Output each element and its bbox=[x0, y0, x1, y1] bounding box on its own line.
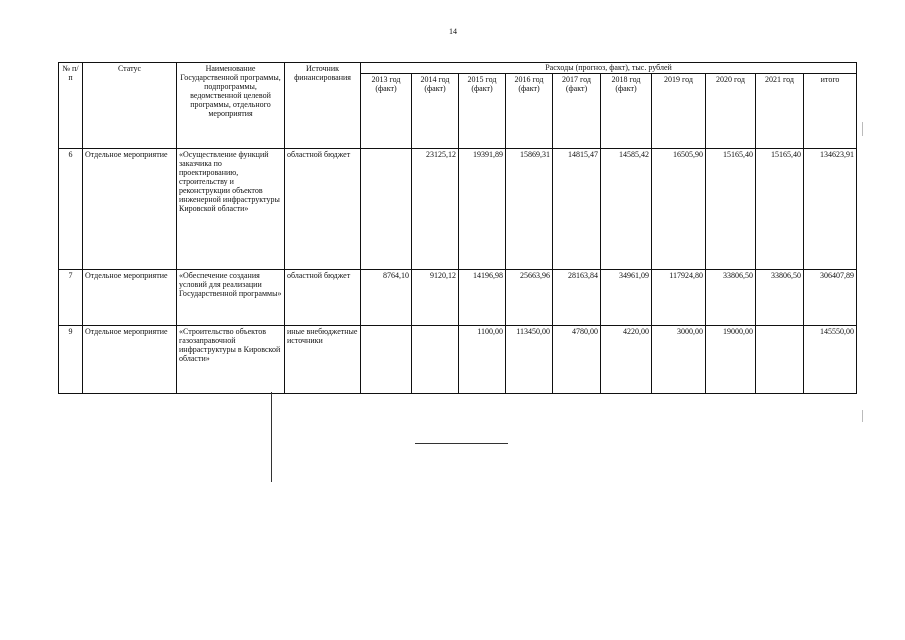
row-name: «Строительство объектов газозаправочной инфраструктуры в Кировской области» bbox=[177, 326, 285, 394]
row-value: 4780,00 bbox=[553, 326, 601, 394]
row-total: 306407,89 bbox=[804, 270, 857, 326]
header-year: 2021 год bbox=[756, 74, 804, 149]
row-value: 15165,40 bbox=[706, 149, 756, 270]
row-value: 16505,90 bbox=[652, 149, 706, 270]
row-value: 14585,42 bbox=[601, 149, 652, 270]
row-value bbox=[412, 326, 459, 394]
header-status: Статус bbox=[83, 63, 177, 149]
row-value bbox=[756, 326, 804, 394]
row-status: Отдельное мероприятие bbox=[83, 270, 177, 326]
vertical-rule bbox=[271, 392, 272, 482]
row-num: 7 bbox=[59, 270, 83, 326]
row-value: 23125,12 bbox=[412, 149, 459, 270]
row-source: областной бюджет bbox=[285, 149, 361, 270]
row-total: 134623,91 bbox=[804, 149, 857, 270]
header-year: 2016 год (факт) bbox=[506, 74, 553, 149]
header-year: 2013 год (факт) bbox=[361, 74, 412, 149]
scan-edge-mark bbox=[862, 122, 863, 136]
header-total: итого bbox=[804, 74, 857, 149]
row-value bbox=[361, 149, 412, 270]
row-value: 19391,89 bbox=[459, 149, 506, 270]
row-value: 33806,50 bbox=[756, 270, 804, 326]
row-value: 8764,10 bbox=[361, 270, 412, 326]
row-status: Отдельное мероприятие bbox=[83, 149, 177, 270]
header-year: 2017 год (факт) bbox=[553, 74, 601, 149]
header-name: Наименование Государственной программы, подпрограммы, ведомственной целевой программы, отдельного мероприятия bbox=[177, 63, 285, 149]
row-source: иные внебюджетные источники bbox=[285, 326, 361, 394]
row-value: 33806,50 bbox=[706, 270, 756, 326]
row-value: 4220,00 bbox=[601, 326, 652, 394]
page-number: 14 bbox=[449, 27, 457, 36]
header-year: 2014 год (факт) bbox=[412, 74, 459, 149]
row-value: 34961,09 bbox=[601, 270, 652, 326]
row-value: 19000,00 bbox=[706, 326, 756, 394]
closing-rule bbox=[415, 443, 508, 444]
row-value: 3000,00 bbox=[652, 326, 706, 394]
row-value: 15165,40 bbox=[756, 149, 804, 270]
row-status: Отдельное мероприятие bbox=[83, 326, 177, 394]
row-num: 6 bbox=[59, 149, 83, 270]
header-row bbox=[59, 63, 857, 74]
row-value: 9120,12 bbox=[412, 270, 459, 326]
header-year: 2020 год bbox=[706, 74, 756, 149]
row-total: 145550,00 bbox=[804, 326, 857, 394]
row-value: 14815,47 bbox=[553, 149, 601, 270]
row-value: 113450,00 bbox=[506, 326, 553, 394]
table-row bbox=[59, 270, 857, 326]
row-value: 1100,00 bbox=[459, 326, 506, 394]
header-year: 2015 год (факт) bbox=[459, 74, 506, 149]
header-source: Источник финансирования bbox=[285, 63, 361, 149]
row-value: 28163,84 bbox=[553, 270, 601, 326]
header-num: № п/п bbox=[59, 63, 83, 149]
table-row bbox=[59, 149, 857, 270]
table-row bbox=[59, 326, 857, 394]
scan-edge-mark bbox=[862, 410, 863, 422]
row-value bbox=[361, 326, 412, 394]
row-source: областной бюджет bbox=[285, 270, 361, 326]
row-value: 117924,80 bbox=[652, 270, 706, 326]
row-value: 25663,96 bbox=[506, 270, 553, 326]
row-value: 14196,98 bbox=[459, 270, 506, 326]
header-year: 2019 год bbox=[652, 74, 706, 149]
row-name: «Обеспечение создания условий для реализации Государственной программы» bbox=[177, 270, 285, 326]
header-year: 2018 год (факт) bbox=[601, 74, 652, 149]
header-expenses: Расходы (прогноз, факт), тыс. рублей bbox=[361, 63, 857, 74]
row-num: 9 bbox=[59, 326, 83, 394]
row-value: 15869,31 bbox=[506, 149, 553, 270]
expenses-table bbox=[58, 62, 857, 394]
row-name: «Осуществление функций заказчика по проектированию, строительству и реконструкции объектов инженерной инфраструктуры Кировской области» bbox=[177, 149, 285, 270]
